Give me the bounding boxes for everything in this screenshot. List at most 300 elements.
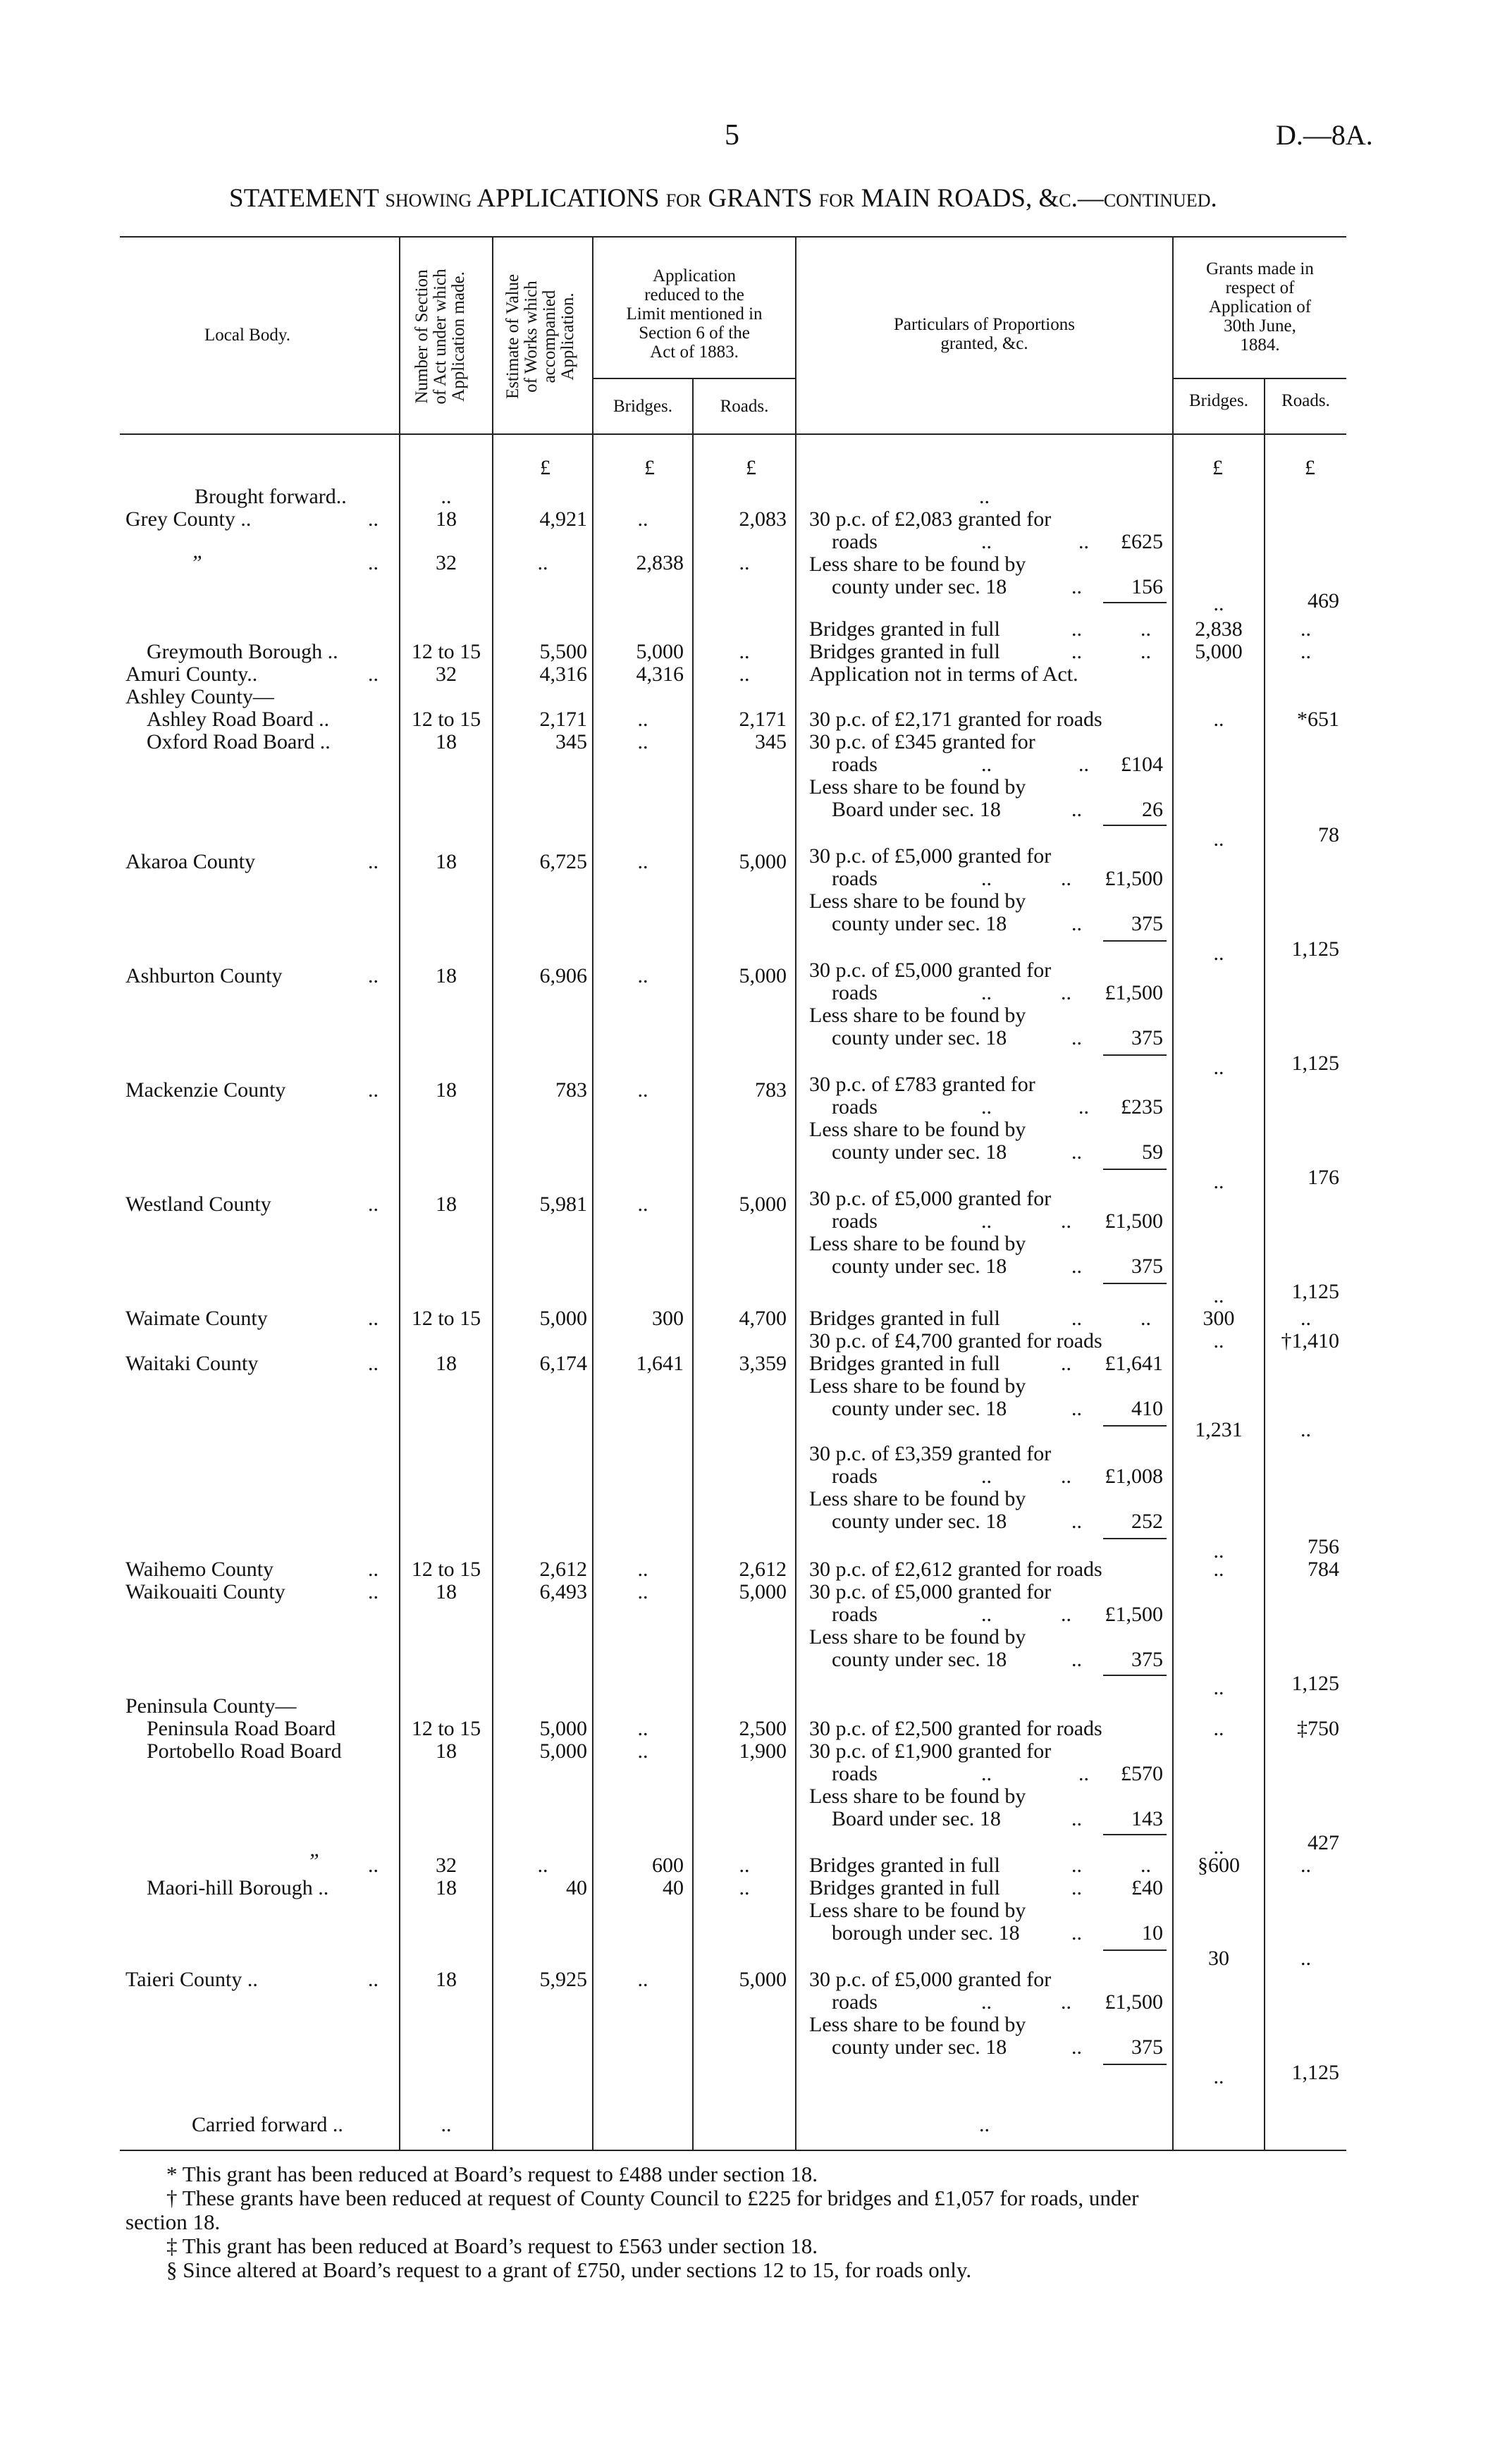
header-local-body: Local Body.	[204, 326, 290, 345]
grant-bridges: ..	[1213, 1676, 1224, 1699]
row-app-bridges: ..	[637, 964, 648, 987]
particulars-dots: ..	[1071, 1854, 1082, 1877]
row-name: ”	[190, 551, 202, 574]
grant-bridges: ..	[1213, 1329, 1224, 1353]
particulars-amount: £1,641	[1105, 1352, 1163, 1375]
row-app-roads: 2,612	[739, 1558, 787, 1581]
particulars-line: Application not in terms of Act.	[809, 663, 1078, 686]
particulars-line: Less share to be found by	[809, 1374, 1026, 1398]
particulars-line: county under sec. 18	[832, 1397, 1007, 1420]
grant-roads: ..	[1300, 1418, 1311, 1441]
particulars-line: 30 p.c. of £5,000 granted for	[809, 1968, 1052, 1991]
row-app-roads: ..	[739, 640, 750, 663]
footnote: * This grant has been reduced at Board’s request to £488 under section 18.	[166, 2162, 818, 2186]
subtotal-rule	[1103, 1949, 1167, 1951]
row-estimate: 783	[555, 1078, 587, 1102]
particulars-dots: ..	[981, 1990, 992, 2014]
row-app-roads: ..	[739, 551, 750, 574]
row-section: 12 to 15	[411, 1307, 481, 1330]
particulars-line: county under sec. 18	[832, 2035, 1007, 2059]
particulars-dots: ..	[979, 485, 990, 508]
particulars-line: Less share to be found by	[809, 1118, 1026, 1141]
row-estimate: 5,000	[539, 1717, 587, 1740]
row-section: 32	[436, 1854, 457, 1877]
grant-roads: *651	[1297, 708, 1339, 731]
row-dots: ..	[368, 1854, 379, 1877]
row-dots: ..	[368, 1968, 379, 1991]
particulars-amount: £104	[1121, 753, 1163, 776]
particulars-line: Less share to be found by	[809, 1487, 1026, 1510]
footnote: ‡ This grant has been reduced at Board’s request to £563 under section 18.	[166, 2234, 818, 2258]
particulars-line: roads	[832, 1095, 878, 1119]
particulars-line: 30 p.c. of £2,612 granted for roads	[809, 1558, 1102, 1581]
particulars-amount: £40	[1131, 1876, 1163, 1899]
grant-bridges: ..	[1213, 942, 1224, 965]
particulars-line: roads	[832, 1990, 878, 2014]
row-app-roads: 345	[755, 730, 787, 753]
particulars-dots: ..	[1071, 1397, 1082, 1420]
row-dots: ..	[368, 551, 379, 574]
header-estimate: Estimate of Value of Works which accompanied Application.	[503, 273, 577, 400]
particulars-dots: ..	[1071, 1255, 1082, 1278]
row-name: Ashley County—	[125, 685, 274, 708]
table-bottom-rule	[120, 2150, 1346, 2151]
row-estimate: 6,174	[539, 1352, 587, 1375]
particulars-dots: ..	[981, 1465, 992, 1488]
row-app-bridges: 600	[652, 1854, 684, 1877]
particulars-line: Board under sec. 18	[832, 1807, 1001, 1830]
row-app-bridges: 300	[652, 1307, 684, 1330]
row-app-roads: 4,700	[739, 1307, 787, 1330]
grant-roads: 1,125	[1291, 937, 1339, 961]
pound-sign: £	[644, 456, 655, 479]
subtotal-rule	[1103, 1675, 1167, 1676]
grant-bridges: ..	[1213, 1056, 1224, 1079]
grant-roads: 784	[1308, 1558, 1339, 1581]
particulars-dots: ..	[1071, 575, 1082, 598]
particulars-line: 30 p.c. of £783 granted for	[809, 1073, 1035, 1096]
grant-roads: 1,125	[1291, 1672, 1339, 1695]
particulars-dots: ..	[1061, 1603, 1071, 1626]
grant-roads: ‡750	[1297, 1717, 1339, 1740]
row-app-bridges: ..	[637, 507, 648, 531]
row-dots: ..	[368, 1078, 379, 1102]
particulars-line: county under sec. 18	[832, 1255, 1007, 1278]
particulars-line: roads	[832, 753, 878, 776]
row-dots: ..	[368, 1580, 379, 1603]
row-section: 12 to 15	[411, 1558, 481, 1581]
particulars-line: Less share to be found by	[809, 1004, 1026, 1027]
row-dots: ..	[368, 850, 379, 873]
table-top-rule	[120, 236, 1346, 238]
particulars-dots: ..	[1071, 1140, 1082, 1164]
row-dots: ..	[368, 1193, 379, 1216]
grant-roads: 1,125	[1291, 2061, 1339, 2084]
particulars-line: Bridges granted in full	[809, 617, 1000, 641]
row-dots: ..	[368, 1558, 379, 1581]
particulars-line: 30 p.c. of £3,359 granted for	[809, 1442, 1052, 1465]
row-estimate: 5,000	[539, 1739, 587, 1763]
row-name: Grey County ..	[125, 507, 252, 531]
header-application: Application reduced to the Limit mentioned in Section 6 of the Act of 1883.	[626, 266, 763, 362]
row-estimate: 5,000	[539, 1307, 587, 1330]
row-app-bridges: ..	[637, 1968, 648, 1991]
particulars-dots: ..	[1061, 981, 1071, 1004]
row-app-bridges: 5,000	[636, 640, 684, 663]
row-section: 18	[436, 1876, 457, 1899]
row-name: Akaroa County	[125, 850, 256, 873]
row-section: 12 to 15	[411, 640, 481, 663]
particulars-amount: 59	[1142, 1140, 1163, 1164]
grant-roads: ..	[1300, 1854, 1311, 1877]
particulars-line: roads	[832, 867, 878, 890]
particulars-amount: 156	[1131, 575, 1163, 598]
particulars-dots: ..	[1071, 1921, 1082, 1945]
row-name: Peninsula County—	[125, 1694, 297, 1718]
header-grants-roads: Roads.	[1281, 391, 1330, 410]
row-section: 12 to 15	[411, 1717, 481, 1740]
row-dots: ..	[368, 1307, 379, 1330]
page-number: 5	[725, 119, 739, 152]
particulars-line: roads	[832, 981, 878, 1004]
particulars-line: Bridges granted in full	[809, 1352, 1000, 1375]
row-name: Ashburton County	[125, 964, 283, 987]
subtotal-rule	[1103, 1283, 1167, 1284]
header-grants-bridges: Bridges.	[1188, 391, 1249, 410]
subtotal-rule	[1103, 1425, 1167, 1427]
row-app-roads: ..	[739, 663, 750, 686]
particulars-dots: ..	[1140, 617, 1151, 641]
page-title: STATEMENT showing APPLICATIONS for GRANTS for MAIN ROADS, &c.—continued.	[229, 184, 1217, 213]
subtotal-rule	[1103, 1169, 1167, 1170]
row-section: 18	[436, 1968, 457, 1991]
particulars-line: 30 p.c. of £1,900 granted for	[809, 1739, 1052, 1763]
grant-roads: 427	[1308, 1831, 1339, 1854]
row-name: Greymouth Borough ..	[147, 640, 338, 663]
particulars-dots: ..	[1071, 617, 1082, 641]
grant-roads: 1,125	[1291, 1052, 1339, 1075]
particulars-line: 30 p.c. of £5,000 granted for	[809, 1187, 1052, 1210]
particulars-line: Less share to be found by	[809, 1899, 1026, 1922]
row-name: Carried forward ..	[192, 2113, 343, 2136]
row-name: ”	[307, 1849, 319, 1873]
particulars-amount: 252	[1131, 1510, 1163, 1533]
header-bottom-rule	[120, 433, 1346, 435]
particulars-line: roads	[832, 1465, 878, 1488]
row-estimate: 345	[555, 730, 587, 753]
row-estimate: 40	[566, 1876, 587, 1899]
row-app-roads: 5,000	[739, 964, 787, 987]
particulars-line: Less share to be found by	[809, 1785, 1026, 1808]
particulars-dots: ..	[981, 753, 992, 776]
row-app-bridges: ..	[637, 850, 648, 873]
particulars-line: 30 p.c. of £5,000 granted for	[809, 844, 1052, 868]
particulars-line: Board under sec. 18	[832, 798, 1001, 821]
footnote: section 18.	[125, 2210, 221, 2234]
particulars-dots: ..	[1061, 1352, 1071, 1375]
row-app-bridges: ..	[637, 1739, 648, 1763]
particulars-line: 30 p.c. of £5,000 granted for	[809, 959, 1052, 982]
row-app-roads: ..	[739, 1876, 750, 1899]
particulars-amount: 26	[1142, 798, 1163, 821]
row-name: Portobello Road Board	[147, 1739, 342, 1763]
row-estimate: 4,316	[539, 663, 587, 686]
row-name: Waihemo County	[125, 1558, 274, 1581]
row-app-roads: 5,000	[739, 1580, 787, 1603]
row-app-bridges: 4,316	[636, 663, 684, 686]
footnote: § Since altered at Board’s request to a grant of £750, under sections 12 to 15, for roads only.	[166, 2257, 972, 2282]
subtotal-rule	[1103, 940, 1167, 942]
particulars-line: county under sec. 18	[832, 1648, 1007, 1671]
particulars-amount: £570	[1121, 1762, 1163, 1785]
grant-bridges: ..	[1213, 592, 1224, 615]
particulars-dots: ..	[1140, 1854, 1151, 1877]
grant-roads: ..	[1300, 640, 1311, 663]
particulars-dots: ..	[979, 2113, 990, 2136]
particulars-amount: 410	[1131, 1397, 1163, 1420]
grant-roads: ..	[1300, 1947, 1311, 1970]
grant-roads: ..	[1300, 617, 1311, 641]
row-section: 18	[436, 964, 457, 987]
row-app-roads: 5,000	[739, 1193, 787, 1216]
row-section: 32	[436, 551, 457, 574]
row-app-roads: 5,000	[739, 1968, 787, 1991]
particulars-line: roads	[832, 530, 878, 553]
header-app-bridges: Bridges.	[613, 397, 673, 416]
particulars-dots: ..	[1071, 640, 1082, 663]
particulars-line: county under sec. 18	[832, 1140, 1007, 1164]
row-app-roads: 2,083	[739, 507, 787, 531]
grant-roads: 78	[1318, 823, 1339, 846]
particulars-line: county under sec. 18	[832, 1026, 1007, 1049]
subtotal-rule	[1103, 2064, 1167, 2065]
row-app-roads: 2,171	[739, 708, 787, 731]
particulars-amount: 375	[1131, 1648, 1163, 1671]
grant-roads: 469	[1308, 589, 1339, 612]
row-name: Waimate County	[125, 1307, 268, 1330]
particulars-line: 30 p.c. of £345 granted for	[809, 730, 1035, 753]
subtotal-rule	[1103, 602, 1167, 603]
particulars-line: county under sec. 18	[832, 912, 1007, 935]
particulars-amount: 143	[1131, 1807, 1163, 1830]
particulars-dots: ..	[1071, 1807, 1082, 1830]
row-estimate: 5,981	[539, 1193, 587, 1216]
particulars-amount: £1,500	[1105, 1990, 1163, 2014]
grant-bridges: 2,838	[1195, 617, 1243, 641]
grant-roads: ..	[1300, 1307, 1311, 1330]
particulars-dots: ..	[1071, 2035, 1082, 2059]
grant-bridges: ..	[1213, 1835, 1224, 1859]
row-app-bridges: ..	[637, 1193, 648, 1216]
particulars-line: Less share to be found by	[809, 775, 1026, 799]
particulars-dots: ..	[1071, 798, 1082, 821]
row-name: Ashley Road Board ..	[147, 708, 330, 731]
particulars-line: Less share to be found by	[809, 553, 1026, 576]
grant-bridges: 1,231	[1195, 1418, 1243, 1441]
particulars-dots: ..	[1071, 1876, 1082, 1899]
row-dots: ..	[368, 1352, 379, 1375]
row-section: 18	[436, 850, 457, 873]
header-section-number: Number of Section of Act under which Application made.	[412, 269, 468, 405]
particulars-line: Less share to be found by	[809, 1625, 1026, 1649]
row-section: 18	[436, 1739, 457, 1763]
particulars-dots: ..	[1071, 1648, 1082, 1671]
row-estimate: 2,612	[539, 1558, 587, 1581]
sub-header-rule-grants	[1172, 378, 1346, 379]
row-app-bridges: ..	[637, 1580, 648, 1603]
particulars-dots: ..	[981, 1762, 992, 1785]
row-estimate: ..	[537, 1854, 548, 1877]
grant-bridges: ..	[1213, 1558, 1224, 1581]
particulars-line: roads	[832, 1603, 878, 1626]
particulars-line: Less share to be found by	[809, 2013, 1026, 2036]
particulars-line: 30 p.c. of £2,171 granted for roads	[809, 708, 1102, 731]
row-name: Waitaki County	[125, 1352, 259, 1375]
row-section: ..	[441, 2113, 452, 2136]
row-app-roads: 783	[755, 1078, 787, 1102]
particulars-line: county under sec. 18	[832, 1510, 1007, 1533]
grant-bridges: 5,000	[1195, 640, 1243, 663]
grant-bridges: 300	[1202, 1307, 1235, 1330]
grant-roads: †1,410	[1281, 1329, 1339, 1353]
grant-bridges: §600	[1198, 1854, 1240, 1877]
pound-sign: £	[540, 456, 550, 479]
row-name: Peninsula Road Board	[147, 1717, 336, 1740]
row-app-bridges: ..	[637, 708, 648, 731]
particulars-dots: ..	[1078, 1095, 1089, 1119]
row-app-bridges: ..	[637, 1078, 648, 1102]
grant-bridges: ..	[1213, 1717, 1224, 1740]
row-section: 18	[436, 1078, 457, 1102]
pound-sign: £	[1305, 456, 1315, 479]
particulars-dots: ..	[1071, 1307, 1082, 1330]
particulars-dots: ..	[1061, 1209, 1071, 1233]
row-estimate: 5,925	[539, 1968, 587, 1991]
row-app-roads: 3,359	[739, 1352, 787, 1375]
row-app-bridges: 2,838	[636, 551, 684, 574]
row-app-roads: 5,000	[739, 850, 787, 873]
footnote: † These grants have been reduced at request of County Council to £225 for bridges and £1,057 for roads, under	[166, 2186, 1139, 2210]
header-grants: Grants made in respect of Application of 30th June, 1884.	[1206, 259, 1314, 355]
pound-sign: £	[1212, 456, 1223, 479]
particulars-amount: £1,500	[1105, 1209, 1163, 1233]
particulars-dots: ..	[1071, 1510, 1082, 1533]
grant-roads: 756	[1308, 1535, 1339, 1558]
particulars-dots: ..	[1078, 530, 1089, 553]
row-section: 18	[436, 1580, 457, 1603]
particulars-amount: 375	[1131, 1026, 1163, 1049]
row-name: Amuri County..	[125, 663, 258, 686]
row-estimate: 2,171	[539, 708, 587, 731]
particulars-line: roads	[832, 1762, 878, 1785]
grant-bridges: ..	[1213, 1170, 1224, 1193]
header-particulars: Particulars of Proportions granted, &c.	[894, 315, 1075, 353]
row-name: Westland County	[125, 1193, 271, 1216]
row-app-bridges: 40	[663, 1876, 684, 1899]
particulars-dots: ..	[1071, 912, 1082, 935]
sub-header-rule-app	[592, 378, 795, 379]
particulars-line: borough under sec. 18	[832, 1921, 1020, 1945]
row-dots: ..	[368, 964, 379, 987]
particulars-line: 30 p.c. of £2,083 granted for	[809, 507, 1052, 531]
particulars-line: Bridges granted in full	[809, 640, 1000, 663]
grant-bridges: ..	[1213, 708, 1224, 731]
particulars-line: 30 p.c. of £5,000 granted for	[809, 1580, 1052, 1603]
row-name: Waikouaiti County	[125, 1580, 285, 1603]
particulars-amount: £1,500	[1105, 867, 1163, 890]
row-estimate: ..	[537, 551, 548, 574]
particulars-amount: £1,500	[1105, 1603, 1163, 1626]
subtotal-rule	[1103, 825, 1167, 826]
particulars-line: Less share to be found by	[809, 889, 1026, 913]
particulars-dots: ..	[981, 1603, 992, 1626]
row-app-bridges: ..	[637, 1717, 648, 1740]
grant-bridges: ..	[1213, 2065, 1224, 2088]
subtotal-rule	[1103, 1054, 1167, 1056]
particulars-dots: ..	[981, 867, 992, 890]
particulars-dots: ..	[981, 981, 992, 1004]
grant-roads: 176	[1308, 1166, 1339, 1189]
particulars-dots: ..	[981, 1209, 992, 1233]
row-section: ..	[441, 485, 452, 508]
particulars-dots: ..	[1071, 1026, 1082, 1049]
particulars-dots: ..	[1140, 1307, 1151, 1330]
grant-bridges: 30	[1208, 1947, 1229, 1970]
row-section: 18	[436, 507, 457, 531]
particulars-amount: 375	[1131, 1255, 1163, 1278]
row-estimate: 6,906	[539, 964, 587, 987]
particulars-dots: ..	[981, 1095, 992, 1119]
header-app-roads: Roads.	[720, 397, 769, 416]
particulars-line: roads	[832, 1209, 878, 1233]
particulars-amount: £625	[1121, 530, 1163, 553]
grant-bridges: ..	[1213, 1284, 1224, 1307]
row-app-bridges: ..	[637, 1558, 648, 1581]
row-app-bridges: ..	[637, 730, 648, 753]
particulars-amount: £1,500	[1105, 981, 1163, 1004]
particulars-amount: 10	[1142, 1921, 1163, 1945]
row-section: 18	[436, 1193, 457, 1216]
row-app-bridges: 1,641	[636, 1352, 684, 1375]
subtotal-rule	[1103, 1834, 1167, 1835]
row-estimate: 6,725	[539, 850, 587, 873]
particulars-dots: ..	[1078, 1762, 1089, 1785]
particulars-line: Bridges granted in full	[809, 1854, 1000, 1877]
particulars-dots: ..	[1061, 1465, 1071, 1488]
row-estimate: 6,493	[539, 1580, 587, 1603]
particulars-dots: ..	[1140, 640, 1151, 663]
particulars-line: 30 p.c. of £4,700 granted for roads	[809, 1329, 1102, 1353]
row-app-roads: 2,500	[739, 1717, 787, 1740]
row-dots: ..	[368, 507, 379, 531]
particulars-line: Bridges granted in full	[809, 1307, 1000, 1330]
particulars-amount: 375	[1131, 2035, 1163, 2059]
row-estimate: 5,500	[539, 640, 587, 663]
row-name: Maori-hill Borough ..	[147, 1876, 329, 1899]
particulars-line: 30 p.c. of £2,500 granted for roads	[809, 1717, 1102, 1740]
grant-bridges: ..	[1213, 1539, 1224, 1563]
particulars-line: Bridges granted in full	[809, 1876, 1000, 1899]
row-name: Brought forward..	[195, 485, 347, 508]
row-app-roads: ..	[739, 1854, 750, 1877]
pound-sign: £	[746, 456, 756, 479]
particulars-amount: £1,008	[1105, 1465, 1163, 1488]
row-section: 12 to 15	[411, 708, 481, 731]
row-section: 32	[436, 663, 457, 686]
row-name: Mackenzie County	[125, 1078, 286, 1102]
row-section: 18	[436, 1352, 457, 1375]
particulars-dots: ..	[1061, 867, 1071, 890]
